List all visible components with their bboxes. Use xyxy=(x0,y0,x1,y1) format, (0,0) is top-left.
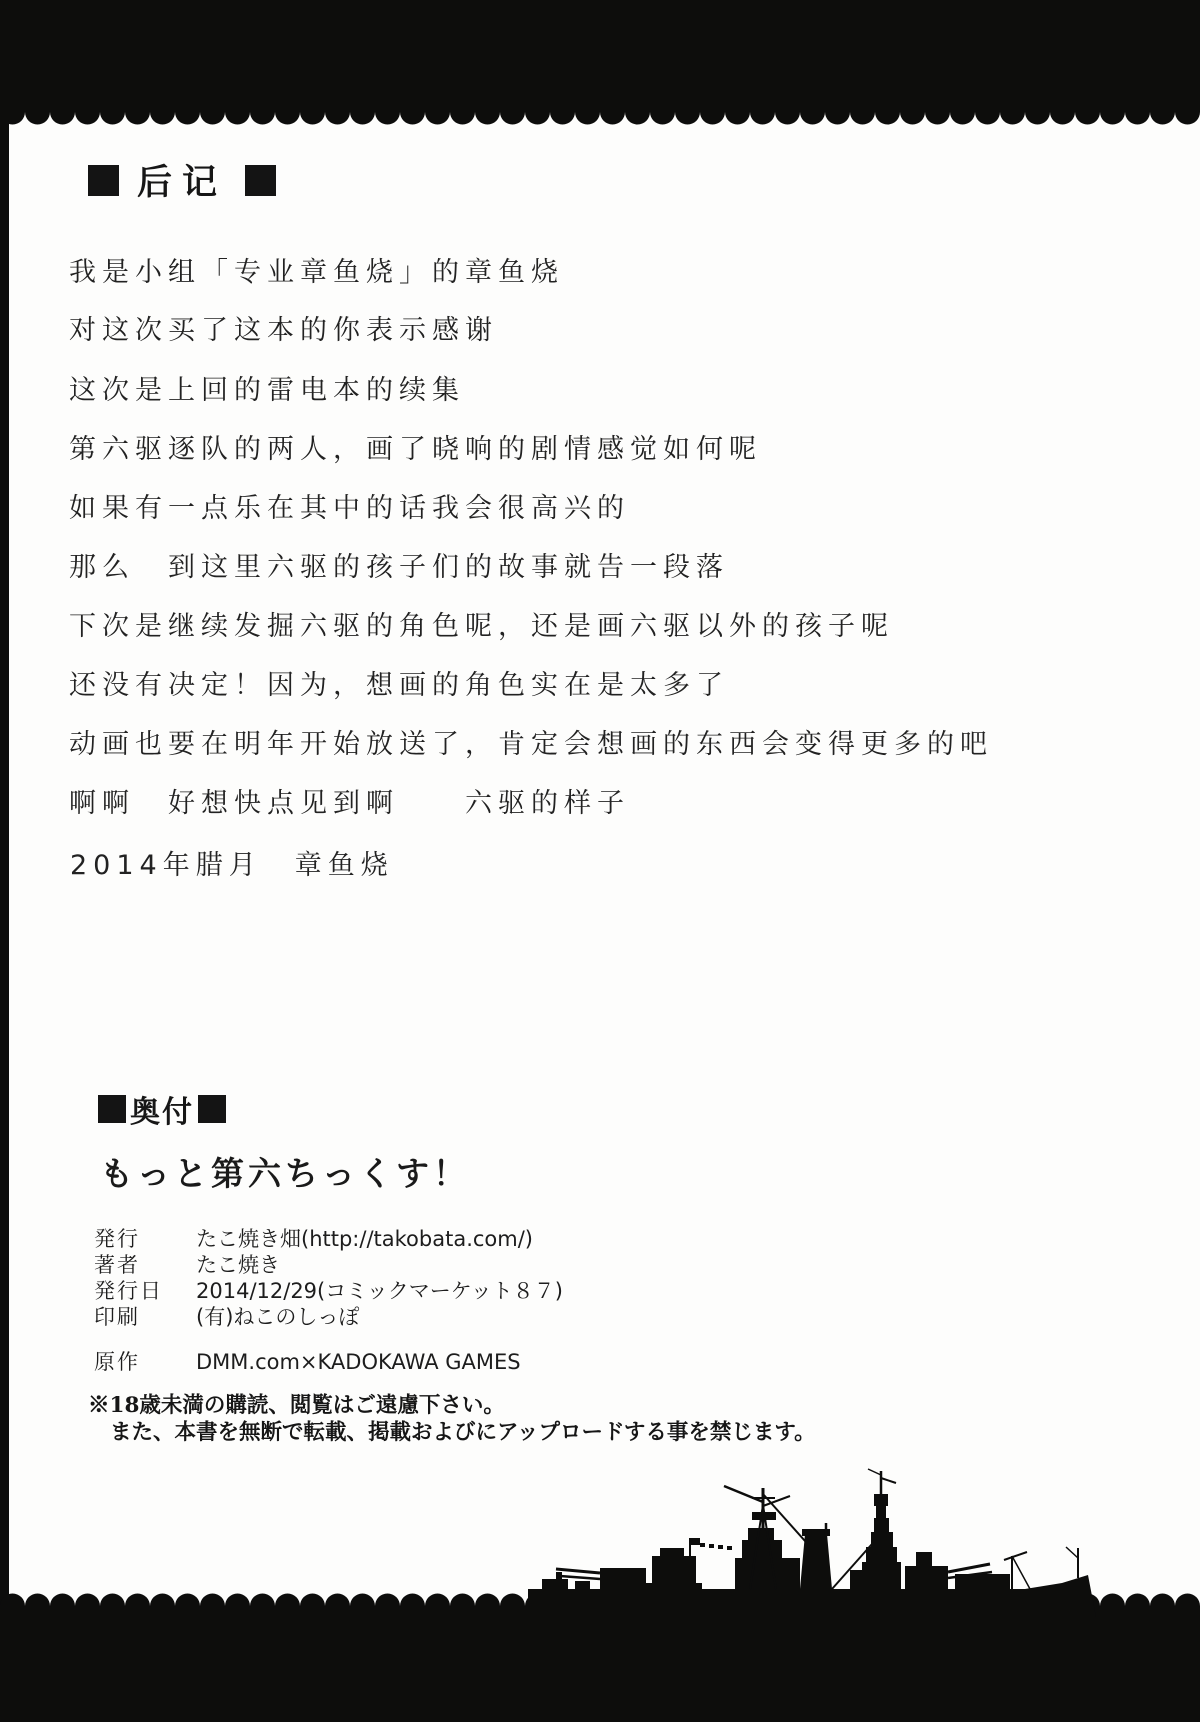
colophon-row xyxy=(94,1349,563,1375)
warship-silhouette xyxy=(0,1440,1200,1722)
colophon-label: 発行日 xyxy=(94,1279,163,1303)
colophon-value: (有)ねこのしっぽ xyxy=(196,1305,360,1329)
afterword-line: 动画也要在明年开始放送了，肯定会想画的东西会变得更多的吧 xyxy=(69,729,993,760)
colophon-label: 原作 xyxy=(94,1350,140,1374)
colophon-table xyxy=(94,1226,563,1375)
colophon-row xyxy=(94,1304,563,1330)
afterword-line: 对这次买了这本的你表示感谢 xyxy=(69,315,498,346)
black-square-icon xyxy=(88,165,119,196)
afterword-line: 下次是继续发掘六驱的角色呢，还是画六驱以外的孩子呢 xyxy=(69,611,894,642)
notice-line: また、本書を無断で転載、掲載およびにアップロードする事を禁じます。 xyxy=(110,1420,816,1445)
afterword-line: 那么 到这里六驱的孩子们的故事就告一段落 xyxy=(69,552,729,583)
colophon-row xyxy=(94,1226,563,1252)
afterword-line: 第六驱逐队的两人，画了晓响的剧情感觉如何呢 xyxy=(69,434,762,465)
notice-line: ※18歳未満の購読、閲覧はご遠慮下さい。 xyxy=(88,1393,505,1418)
afterword-line: 这次是上回的雷电本的续集 xyxy=(69,375,465,406)
afterword-line: 如果有一点乐在其中的话我会很高兴的 xyxy=(69,493,630,524)
afterword-signature: 2014年腊月 章鱼烧 xyxy=(70,850,394,881)
age-restriction-notice xyxy=(88,1392,816,1446)
colophon-value: たこ焼き畑(http://takobata.com/) xyxy=(196,1227,533,1251)
colophon-label: 印刷 xyxy=(94,1305,140,1329)
doujin-title: もっと第六ちっくす！ xyxy=(100,1154,470,1193)
colophon-heading-text: 奥付 xyxy=(130,1095,194,1130)
colophon-label: 著者 xyxy=(94,1253,140,1277)
afterword-heading-text: 后记 xyxy=(137,163,228,203)
top-scalloped-border xyxy=(0,0,1200,126)
black-square-icon xyxy=(98,1095,126,1123)
afterword-line: 啊啊 好想快点见到啊 六驱的样子 xyxy=(69,788,630,819)
afterword-line: 还没有决定！因为，想画的角色实在是太多了 xyxy=(69,670,729,701)
colophon-row xyxy=(94,1278,563,1304)
afterword-line: 我是小组「专业章鱼烧」的章鱼烧 xyxy=(69,257,564,288)
black-square-icon xyxy=(245,165,276,196)
colophon-label: 発行 xyxy=(94,1227,140,1251)
colophon-value: たこ焼き xyxy=(196,1253,280,1277)
colophon-heading xyxy=(98,1092,226,1130)
colophon-row xyxy=(94,1252,563,1278)
colophon-value: DMM.com×KADOKAWA GAMES xyxy=(196,1350,521,1374)
colophon-value: 2014/12/29(コミックマーケット８７) xyxy=(196,1279,563,1303)
black-square-icon xyxy=(198,1095,226,1123)
afterword-heading xyxy=(88,160,276,203)
